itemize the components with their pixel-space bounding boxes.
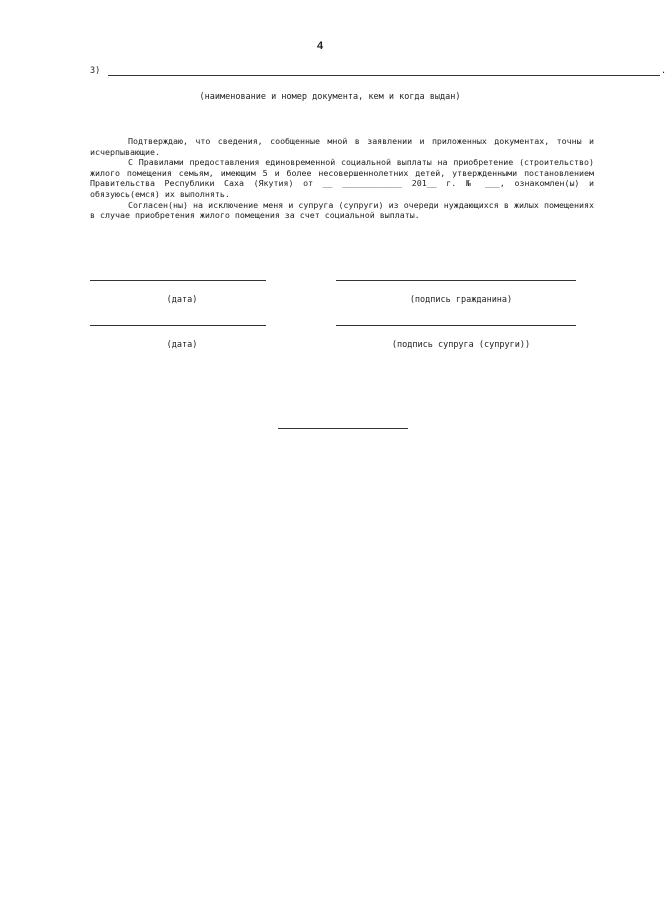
confirmation-paragraph: Подтверждаю, что сведения, сообщенные мной в заявлении и приложенных документах, точны и исчерпывающие. <box>90 136 594 157</box>
signature-line[interactable] <box>336 280 576 281</box>
date-caption: (дата) <box>166 295 198 305</box>
signature-row-citizen <box>0 280 640 320</box>
date-line[interactable] <box>90 325 266 326</box>
signature-caption: (подпись гражданина) <box>409 295 513 305</box>
item-end-mark: . <box>661 66 666 76</box>
body-text <box>90 136 594 221</box>
signature-row-spouse <box>0 325 640 365</box>
consent-paragraph: Согласен(ны) на исключение меня и супруга (супруги) из очереди нуждающихся в жилых помещениях в случае приобретения жилого помещения за счет социальной выплаты. <box>90 199 594 221</box>
signature-caption: (подпись супруга (супруги)) <box>391 340 531 350</box>
date-caption: (дата) <box>166 340 198 350</box>
item-number: 3) <box>90 66 101 76</box>
date-line[interactable] <box>90 280 266 281</box>
page-number: 4 <box>316 40 324 52</box>
document-item-line <box>90 66 666 78</box>
signature-line[interactable] <box>336 325 576 326</box>
fill-in-line[interactable] <box>108 75 660 76</box>
end-of-document-line <box>278 428 408 429</box>
rules-paragraph: С Правилами предоставления единовременной социальной выплаты на приобретение (строительство) жилого помещения семьям, имеющим 5 и более несовершеннолетних детей, утвержденными постановлением Правительства Республики Саха (Якутия) от __ ____________ 201__ г. № ___, ознакомлен(ы) и обязуюсь(емся) их выполнять. <box>90 157 594 199</box>
document-caption: (наименование и номер документа, кем и когда выдан) <box>199 92 461 102</box>
